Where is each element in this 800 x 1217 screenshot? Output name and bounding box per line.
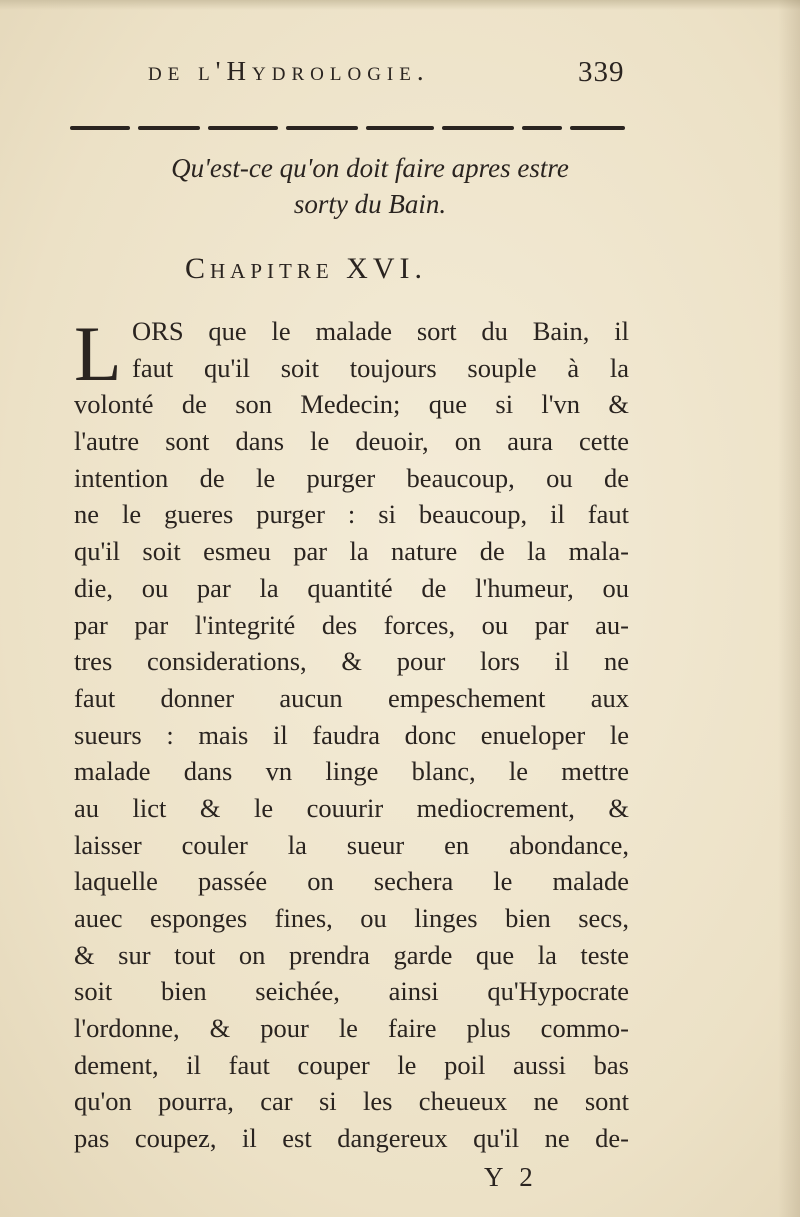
chapter-title: Chapitre XVI.: [185, 252, 427, 285]
text-line: l'autre sont dans le deuoir, on aura cette: [74, 426, 629, 457]
page-gutter-shadow: [778, 0, 800, 1217]
page-top-edge: [0, 0, 800, 10]
drop-cap: L: [74, 310, 122, 397]
question-heading: [110, 150, 630, 222]
text-line: laquelle passée on sechera le malade: [74, 866, 629, 897]
text-line: par par l'integrité des forces, ou par au-: [74, 609, 629, 640]
text-line: qu'il soit esmeu par la nature de la mala-: [74, 536, 629, 567]
question-line-1: Qu'est-ce qu'on doit faire apres estre: [171, 153, 569, 183]
text-line: qu'on pourra, car si les cheueux ne sont: [74, 1086, 629, 1117]
text-line: die, ou par la quantité de l'humeur, ou: [74, 572, 629, 603]
text-line: volonté de son Medecin; que si l'vn &: [74, 389, 629, 420]
text-line: laisser couler la sueur en abondance,: [74, 829, 629, 860]
text-line: tres considerations, & pour lors il ne: [74, 646, 629, 677]
running-title: de l'Hydrologie.: [148, 56, 430, 86]
text-line: intention de le purger beaucoup, ou de: [74, 462, 629, 493]
running-head: [148, 56, 648, 96]
text-line: au lict & le couurir mediocrement, &: [74, 792, 629, 823]
text-line: faut donner aucun empeschement aux: [74, 682, 629, 713]
text-line: pas coupez, il est dangereux qu'il ne de-: [74, 1123, 629, 1154]
body-lines: [74, 310, 629, 1157]
text-line: dement, il faut couper le poil aussi bas: [74, 1049, 629, 1080]
text-line: ORS que le malade sort du Bain, il: [132, 316, 629, 346]
text-line: ne le gueres purger : si beaucoup, il faut: [74, 499, 629, 530]
text-line: soit bien seichée, ainsi qu'Hypocrate: [74, 976, 629, 1007]
text-line: l'ordonne, & pour le faire plus commo-: [74, 1013, 629, 1044]
text-line: auec esponges fines, ou linges bien secs,: [74, 903, 629, 933]
text-line: malade dans vn linge blanc, le mettre: [74, 756, 629, 787]
question-line-2: sorty du Bain.: [293, 189, 447, 219]
text-line: sueurs : mais il faudra donc enueloper le: [74, 719, 629, 750]
signature-mark: Y 2: [484, 1162, 538, 1192]
ornamental-rule: [70, 126, 625, 131]
body-text: [74, 310, 629, 1157]
page-number: 339: [578, 56, 625, 88]
text-line: & sur tout on prendra garde que la teste: [74, 939, 629, 970]
text-line: faut qu'il soit toujours souple à la: [132, 352, 629, 383]
